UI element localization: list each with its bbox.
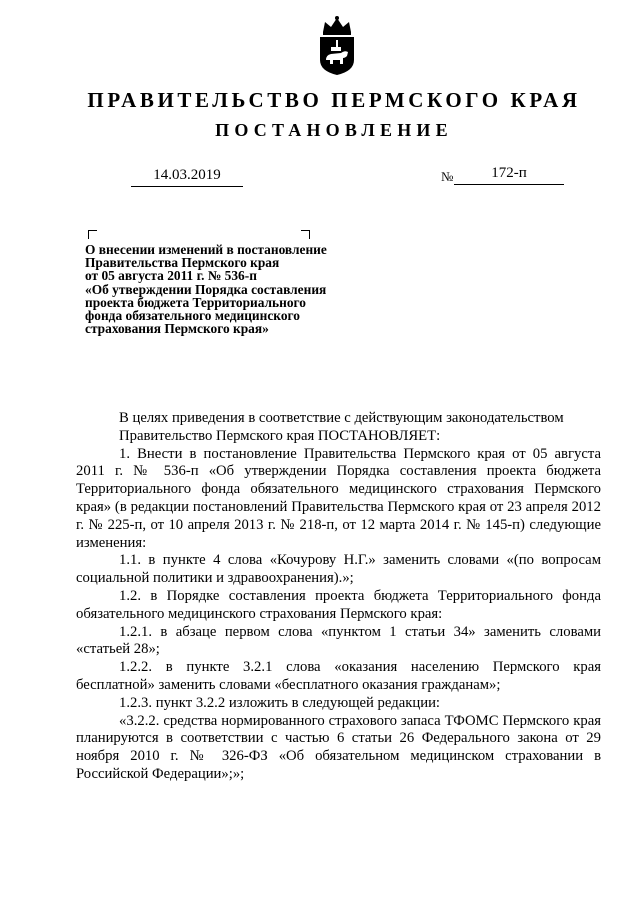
organization-title: ПРАВИТЕЛЬСТВО ПЕРМСКОГО КРАЯ xyxy=(87,88,581,112)
subject-line: фонда обязательного медицинского xyxy=(85,308,300,324)
subject-line: «Об утверждении Порядка составления xyxy=(85,281,327,297)
paragraph-1-2-1: 1.2.1. в абзаце первом слова «пунктом 1 статьи 34» заменить словами «статьей 28»; xyxy=(76,623,601,658)
paragraph-1: 1. Внести в постановление Правительства Пермского края от 05 августа 2011 г. № 536-п «Об утверждении Порядка составления проекта бюджета Территориального фонда обязательного медицинского страхования Пермского края» (в редакции постановлений Правительства Пермского края от 23 апреля 2012 г. № 225-п, от 10 апреля 2013 г. № 218-п, от 12 марта 2014 г. № 145-п) следующие изменения: xyxy=(76,445,601,551)
document-number: 172-п xyxy=(491,165,527,181)
number-sign: № xyxy=(441,169,454,184)
document-subject xyxy=(85,243,375,335)
subject-corner-right xyxy=(301,230,310,239)
paragraph-1-1: 1.1. в пункте 4 слова «Кочурову Н.Г.» заменить словами «(по вопросам социальной политики и здравоохранения).»; xyxy=(76,552,601,587)
perm-krai-coat-of-arms-icon xyxy=(315,14,359,76)
subject-line: от 05 августа 2011 г. № 536-п xyxy=(85,268,257,284)
document-date: 14.03.2019 xyxy=(153,167,221,183)
number-field xyxy=(454,164,564,185)
paragraph-quote: «3.2.2. средства нормированного страхового запаса ТФОМС Пермского края планируются в соответствии с частью 6 статьи 26 Федерального закона от 29 ноября 2010 г. № 326-ФЗ «Об обязательном медицинском страховании в Российской Федерации»;»; xyxy=(76,712,601,782)
date-field xyxy=(131,166,243,187)
subject-corner-left xyxy=(88,230,97,239)
document-body xyxy=(76,410,601,784)
subject-line: О внесении изменений в постановление xyxy=(85,242,327,257)
preamble-line: Правительство Пермского края ПОСТАНОВЛЯЕТ: xyxy=(119,427,441,444)
preamble-line: В целях приведения в соответствие с действующим законодательством xyxy=(119,410,564,426)
subject-line: страхования Пермского края» xyxy=(85,321,269,337)
subject-line: Правительства Пермского края xyxy=(85,255,280,271)
subject-line: проекта бюджета Территориального xyxy=(85,294,306,310)
paragraph-1-2-3: 1.2.3. пункт 3.2.2 изложить в следующей редакции: xyxy=(119,694,441,711)
paragraph-1-2-2: 1.2.2. в пункте 3.2.1 слова «оказания населению Пермского края бесплатной» заменить словами «бесплатного оказания гражданам»; xyxy=(76,659,601,693)
document-type-title: ПОСТАНОВЛЕНИЕ xyxy=(215,120,453,140)
paragraph-1-2: 1.2. в Порядке составления проекта бюджета Территориального фонда обязательного медицинского страхования Пермского края: xyxy=(76,587,601,622)
